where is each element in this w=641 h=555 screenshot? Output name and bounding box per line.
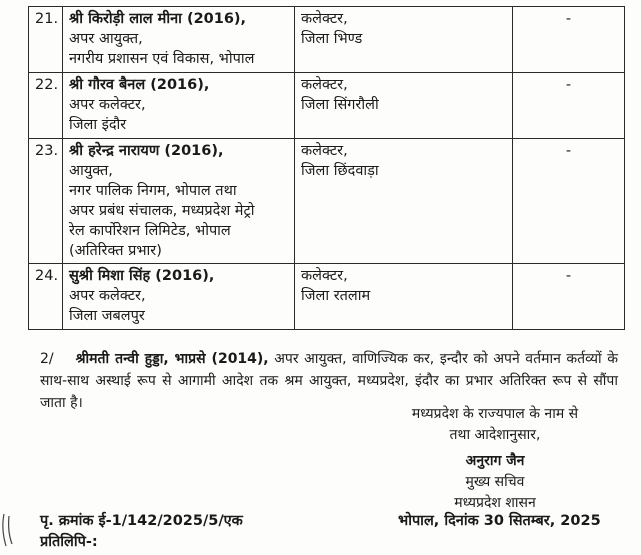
paragraph-officer: श्रीमती तन्वी हुड्डा, भाप्रसे (2014), xyxy=(75,351,269,367)
new-post-line: कलेक्टर, xyxy=(301,268,348,284)
authority-line: मध्यप्रदेश के राज्यपाल के नाम से xyxy=(411,406,579,422)
signature-block xyxy=(380,404,610,514)
serial-number: 23. xyxy=(29,139,63,264)
table-row xyxy=(29,73,625,139)
copy-label: प्रतिलिपि-: xyxy=(40,534,98,550)
remark-cell: - xyxy=(513,7,625,73)
transfer-table xyxy=(28,6,625,330)
current-post-line: अपर प्रबंध संचालक, मध्यप्रदेश मेट्रो xyxy=(69,203,255,219)
serial-number: 24. xyxy=(29,264,63,330)
officer-cell xyxy=(63,7,295,73)
officer-cell xyxy=(63,73,295,139)
margin-ink-mark xyxy=(0,510,18,550)
remark-cell: - xyxy=(513,73,625,139)
current-post-line: अपर कलेक्टर, xyxy=(69,288,146,304)
serial-number: 21. xyxy=(29,7,63,73)
current-post-line: नगरीय प्रशासन एवं विकास, भोपाल xyxy=(69,51,255,67)
new-post-cell xyxy=(295,264,513,330)
officer-name: श्री गौरव बैनल (2016), xyxy=(69,77,210,93)
current-post-line: जिला जबलपुर xyxy=(69,308,145,324)
paragraph-text: अपर आयुक्त, वाणिज्यिक कर, इन्दौर को अपने वर्तमान कर्तव्यों के साथ-साथ अस्थाई रूप से आगामी आदेश तक श्रम आयुक्त, मध्यप्रदेश, इंदौर का प्रभार अतिरिक्त रूप से सौंपा जाता है। xyxy=(40,351,618,411)
new-post-cell xyxy=(295,73,513,139)
place-date: भोपाल, दिनांक 30 सितम्बर, 2025 xyxy=(398,513,601,529)
current-post-line: जिला इंदौर xyxy=(69,117,127,133)
new-post-line: जिला भिण्ड xyxy=(301,31,363,47)
officer-name: सुश्री मिशा सिंह (2016), xyxy=(69,268,215,284)
reference-block xyxy=(40,511,243,553)
current-post-line: (अतिरिक्त प्रभार) xyxy=(69,243,162,259)
officer-name: श्री हरेन्द्र नारायण (2016), xyxy=(69,143,224,159)
new-post-line: जिला रतलाम xyxy=(301,288,371,304)
authority-line: तथा आदेशानुसार, xyxy=(449,427,541,443)
current-post-line: अपर कलेक्टर, xyxy=(69,97,146,113)
paragraph-number: 2/ xyxy=(40,351,54,367)
table-row xyxy=(29,139,625,264)
new-post-line: कलेक्टर, xyxy=(301,143,348,159)
table-row xyxy=(29,7,625,73)
reference-number: पृ. क्रमांक ई-1/142/2025/5/एक xyxy=(40,513,243,529)
current-post-line: आयुक्त, xyxy=(69,163,113,179)
officer-name: श्री किरोड़ी लाल मीना (2016), xyxy=(69,11,247,27)
new-post-cell xyxy=(295,139,513,264)
officer-cell xyxy=(63,139,295,264)
new-post-line: जिला सिंगरौली xyxy=(301,97,379,113)
new-post-line: कलेक्टर, xyxy=(301,77,348,93)
signatory-name: अनुराग जैन xyxy=(465,453,525,469)
remark-cell: - xyxy=(513,264,625,330)
new-post-line: कलेक्टर, xyxy=(301,11,348,27)
current-post-line: रेल कार्पोरेशन लिमिटेड, भोपाल xyxy=(69,223,231,239)
new-post-cell xyxy=(295,7,513,73)
new-post-line: जिला छिंदवाड़ा xyxy=(301,163,379,179)
current-post-line: अपर आयुक्त, xyxy=(69,31,143,47)
serial-number: 22. xyxy=(29,73,63,139)
signatory-office: मध्यप्रदेश शासन xyxy=(454,495,536,511)
signatory-title: मुख्य सचिव xyxy=(465,474,525,490)
officer-cell xyxy=(63,264,295,330)
remark-cell: - xyxy=(513,139,625,264)
current-post-line: नगर पालिक निगम, भोपाल तथा xyxy=(69,183,237,199)
table-row xyxy=(29,264,625,330)
